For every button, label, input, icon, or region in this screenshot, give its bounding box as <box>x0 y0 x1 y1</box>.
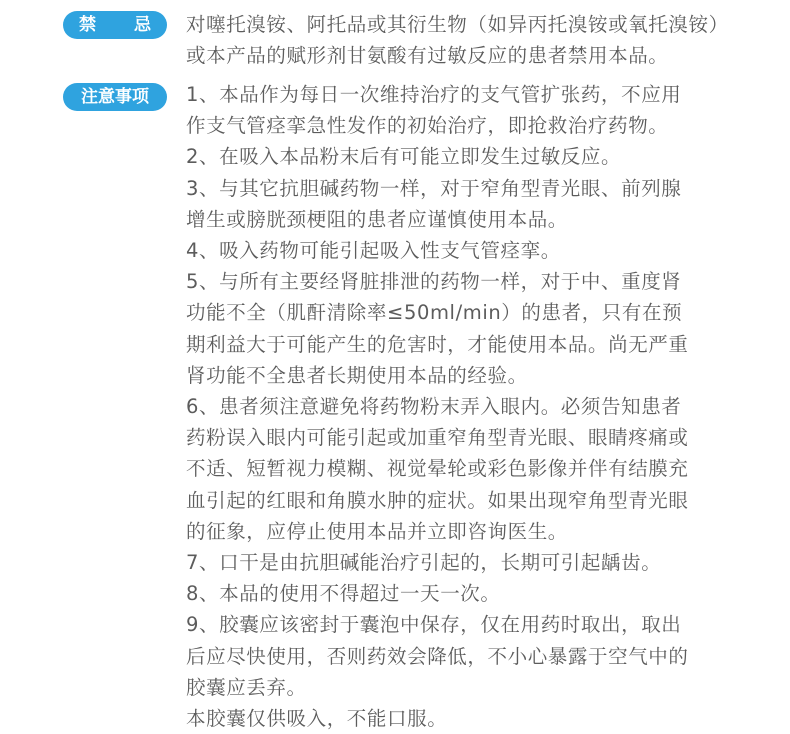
text-line: 6、患者须注意避免将药物粉末弄入眼内。必须告知患者 <box>186 395 682 419</box>
text-line: 9、胶囊应该密封于囊泡中保存，仅在用药时取出，取出 <box>186 613 682 637</box>
contraindications-badge-char-2: 忌 <box>134 15 151 35</box>
text-line: 血引起的红眼和角膜水肿的症状。如果出现窄角型青光眼 <box>186 488 689 512</box>
text-line: 期利益大于可能产生的危害时，才能使用本品。尚无严重 <box>186 332 689 356</box>
contraindications-text <box>186 9 786 71</box>
precautions-text <box>186 79 786 734</box>
text-line: 1、本品作为每日一次维持治疗的支气管扩张药，不应用 <box>186 83 682 106</box>
text-line: 5、与所有主要经肾脏排泄的药物一样，对于中、重度肾 <box>186 270 682 294</box>
text-line: 3、与其它抗胆碱药物一样，对于窄角型青光眼、前列腺 <box>186 176 682 200</box>
text-line: 本胶囊仅供吸入，不能口服。 <box>186 707 448 731</box>
text-line: 7、口干是由抗胆碱能治疗引起的，长期可引起龋齿。 <box>186 551 662 575</box>
text-line: 不适、短暂视力模糊、视觉晕轮或彩色影像并伴有结膜充 <box>186 457 689 481</box>
text-line: 功能不全（肌酐清除率≤50ml/min）的患者，只有在预 <box>186 301 683 325</box>
text-line: 药粉误入眼内可能引起或加重窄角型青光眼、眼睛疼痛或 <box>186 426 689 450</box>
precautions-badge: 注意事项 <box>63 83 167 111</box>
contraindications-badge-char-1: 禁 <box>79 15 96 35</box>
text-line: 作支气管痉挛急性发作的初始治疗，即抢救治疗药物。 <box>186 114 669 138</box>
contraindications-badge <box>63 11 167 39</box>
text-line: 肾功能不全患者长期使用本品的经验。 <box>186 363 528 387</box>
text-line: 对噻托溴铵、阿托品或其衍生物（如异丙托溴铵或氧托溴铵） <box>186 13 729 36</box>
text-line: 2、在吸入本品粉末后有可能立即发生过敏反应。 <box>186 145 622 169</box>
text-line: 增生或膀胱颈梗阻的患者应谨慎使用本品。 <box>186 207 568 231</box>
text-line: 胶囊应丢弃。 <box>186 675 307 699</box>
text-line: 4、吸入药物可能引起吸入性支气管痉挛。 <box>186 239 561 263</box>
text-line: 8、本品的使用不得超过一天一次。 <box>186 582 501 606</box>
text-line: 的征象，应停止使用本品并立即咨询医生。 <box>186 519 568 543</box>
text-line: 或本产品的赋形剂甘氨酸有过敏反应的患者禁用本品。 <box>186 44 669 68</box>
text-line: 后应尽快使用，否则药效会降低，不小心暴露于空气中的 <box>186 644 689 668</box>
